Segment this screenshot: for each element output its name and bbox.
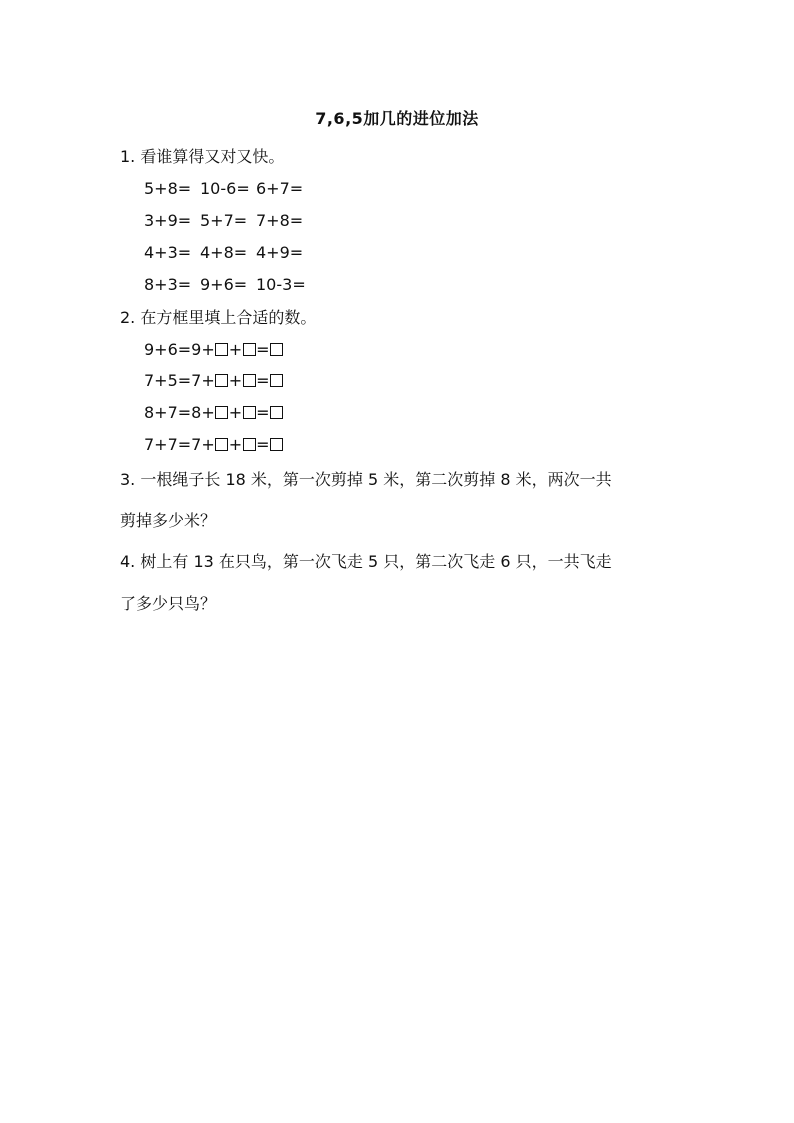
calc-item: 10-3=	[256, 275, 306, 294]
calc-item: 10-6=	[200, 179, 250, 198]
plus-sign: +	[228, 371, 243, 390]
answer-box[interactable]	[215, 374, 228, 387]
calc-item: 4+8=	[200, 243, 248, 262]
answer-box[interactable]	[215, 406, 228, 419]
equation-prefix: 9+6=9+	[144, 340, 215, 359]
plus-sign: +	[228, 340, 243, 359]
answer-box[interactable]	[243, 343, 256, 356]
answer-box[interactable]	[270, 438, 283, 451]
equals-sign: =	[256, 340, 270, 359]
question-4-line-2: 了多少只鸟？	[120, 594, 217, 613]
calc-item: 8+3=	[144, 275, 192, 294]
page-title: 7,6,5加几的进位加法	[315, 109, 479, 128]
fill-in-row	[144, 403, 284, 423]
answer-box[interactable]	[270, 374, 283, 387]
calc-item: 5+8=	[144, 179, 192, 198]
answer-box[interactable]	[270, 343, 283, 356]
answer-box[interactable]	[243, 438, 256, 451]
question-3-line-1: 3. 一根绳子长 18 米，第一次剪掉 5 米，第二次剪掉 8 米，两次一共	[120, 470, 612, 489]
answer-box[interactable]	[243, 406, 256, 419]
question-2-heading: 2. 在方框里填上合适的数。	[120, 308, 317, 327]
calc-row	[144, 179, 316, 199]
equals-sign: =	[256, 371, 270, 390]
calc-item: 3+9=	[144, 211, 192, 230]
equation-prefix: 7+7=7+	[144, 435, 215, 454]
fill-in-row	[144, 435, 284, 455]
question-4-line-1: 4. 树上有 13 在只鸟，第一次飞走 5 只，第二次飞走 6 只，一共飞走	[120, 552, 612, 571]
equation-prefix: 7+5=7+	[144, 371, 215, 390]
calc-item: 4+3=	[144, 243, 192, 262]
fill-in-row	[144, 371, 284, 391]
calc-row	[144, 211, 316, 231]
calc-item: 9+6=	[200, 275, 248, 294]
plus-sign: +	[228, 403, 243, 422]
answer-box[interactable]	[243, 374, 256, 387]
answer-box[interactable]	[215, 438, 228, 451]
calc-item: 7+8=	[256, 211, 304, 230]
fill-in-row	[144, 340, 284, 360]
plus-sign: +	[228, 435, 243, 454]
equals-sign: =	[256, 403, 270, 422]
equation-prefix: 8+7=8+	[144, 403, 215, 422]
answer-box[interactable]	[215, 343, 228, 356]
equals-sign: =	[256, 435, 270, 454]
answer-box[interactable]	[270, 406, 283, 419]
question-1-heading: 1. 看谁算得又对又快。	[120, 147, 285, 166]
calc-row	[144, 243, 316, 263]
calc-item: 6+7=	[256, 179, 304, 198]
calc-row	[144, 275, 316, 295]
calc-item: 4+9=	[256, 243, 304, 262]
calc-item: 5+7=	[200, 211, 248, 230]
question-3-line-2: 剪掉多少米？	[120, 511, 217, 530]
